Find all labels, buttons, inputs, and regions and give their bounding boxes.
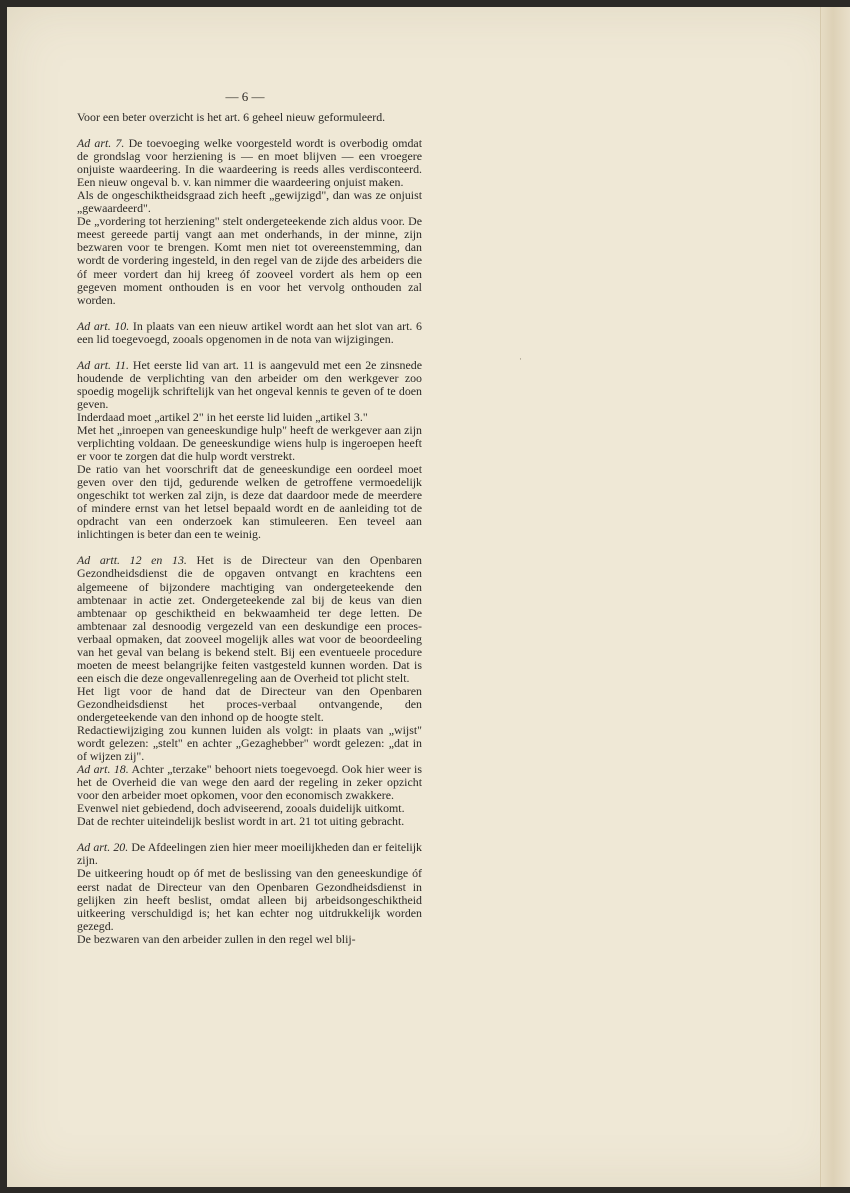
paragraph-text: De uitkeering houdt op óf met de beslissing van den geneeskundige óf eerst nadat de Directeur van den Openbaren Gezondheidsdienst in gelijken zin heeft beslist, omdat alleen bij arbeidsongeschiktheid uitkeering verschuldigd is; het kan echter nog uitdrukkelijk worden gezegd. (77, 866, 422, 933)
paragraph-text: Achter „terzake" behoort niets toegevoegd. Ook hier weer is het de Overheid die van wege den aard der regeling in zeker opzicht voor den arbeider moet opkomen, voor den economisch zwakkere. (77, 762, 422, 803)
paragraph-text: Dat de rechter uiteindelijk beslist wordt in art. 21 tot uiting gebracht. (77, 814, 405, 829)
paragraph-text: Inderdaad moet „artikel 2" in het eerste lid luiden „artikel 3." (77, 409, 368, 424)
paragraph (77, 815, 422, 828)
paragraph-text: Het eerste lid van art. 11 is aangevuld met een 2e zinsnede houdende de verplichting van den arbeider om den werkgever zoo spoedig mogelijk schriftelijk van het ongeval kennis te geven of te doen geven. (77, 357, 423, 411)
paragraph (77, 763, 422, 802)
paragraph-text: Het ligt voor de hand dat de Directeur van den Openbaren Gezondheidsdienst het proces-verbaal ontvangende, den ondergeteekende van den inhond op de hoogte stelt. (77, 683, 422, 724)
scan-left-edge (0, 0, 7, 1193)
paragraph-text: De toevoeging welke voorgesteld wordt is overbodig omdat de grondslag voor herziening is — en moet blijven — een vroegere onjuiste waardeering. In die waardeering is reeds alles verdisconteerd. Een nieuw ongeval b. v. kan nimmer die waardeering onjuist maken. (77, 136, 422, 190)
paragraph (77, 111, 422, 124)
article-reference: Ad artt. 12 en 13. (77, 553, 187, 568)
paragraph (77, 867, 422, 932)
paragraph (77, 424, 422, 463)
article-reference: Ad art. 10. (77, 318, 130, 333)
article-reference: Ad art. 18. (77, 762, 129, 777)
paragraph (77, 724, 422, 763)
paragraph-text: De Afdeelingen zien hier meer moeilijkheden dan er feitelijk zijn. (77, 840, 422, 868)
paragraph-text: In plaats van een nieuw artikel wordt aan het slot van art. 6 een lid toegevoegd, zooals opgenomen in de nota van wijzigingen. (77, 318, 422, 346)
paragraph (77, 189, 422, 215)
paragraph (77, 320, 422, 346)
paragraph (77, 933, 422, 946)
article-reference: Ad art. 11. (77, 357, 129, 372)
paragraph-text: De ratio van het voorschrift dat de geneeskundige een oordeel moet geven over den tijd, gedurende welken de getroffene vermoedelijk ongeschikt tot werken zal zijn, is deze dat daardoor mede de meerdere of mindere ernst van het letsel bepaald wordt en de aanleiding tot de opdracht van een onderzoek kan stimuleeren. Een teveel aan inlichtingen is beter dan een te weinig. (77, 462, 422, 542)
paragraph-text: Voor een beter overzicht is het art. 6 geheel nieuw geformuleerd. (77, 110, 386, 124)
scan-top-edge (0, 0, 850, 7)
paragraph-text: De „vordering tot herziening" stelt ondergeteekende zich aldus voor. De meest gereede partij vangt aan met onderhands, in der minne, zijn bezwaren voor te brengen. Komt men niet tot overeenstemming, dan wordt de vordering ingesteld, in den regel van de zijde des arbeiders die óf meer vordert dan hij kreeg óf zooveel vordert als hem op een gegeven moment onthouden is en voor het vervolg onthouden zal worden. (77, 214, 422, 307)
stray-ink-mark: · (519, 354, 522, 364)
paragraph (77, 841, 422, 867)
article-reference: Ad art. 7. (77, 136, 125, 151)
page-number: — 6 — (225, 89, 265, 104)
paragraph-text: Het is de Directeur van den Openbaren Gezondheidsdienst die de opgaven ontvangt en krachtens een algemeene of bijzondere machtiging van ondergeteekende den ambtenaar in actie zet. Ondergeteekende zal bij de keus van dien ambtenaar op geschiktheid en bekwaamheid ter dege letten. De ambtenaar zal desnoodig vergezeld van een deskundige een proces-verbaal opmaken, dat zooveel mogelijk alles wat voor de beoordeeling van het geval van belang is bekend stelt. Bij een eventueele procedure moeten de meest belangrijke feiten vastgesteld kunnen worden. Dat is een eisch die deze ongevallenregeling aan de Overheid tot plicht stelt. (77, 553, 422, 685)
article-reference: Ad art. 20. (77, 840, 129, 855)
paragraph (77, 215, 422, 306)
paragraph-text: Als de ongeschiktheidsgraad zich heeft „gewijzigd", dan was ze onjuist „gewaardeerd". (77, 188, 422, 216)
paragraph (77, 554, 422, 684)
scan-bottom-edge (0, 1187, 850, 1193)
paragraph (77, 463, 422, 541)
paragraph-text: Redactiewijziging zou kunnen luiden als volgt: in plaats van „wijst" wordt gelezen: „stelt" en achter „Gezaghebber" wordt gelezen: „dat in of wijzen zij". (77, 723, 422, 764)
page-binding-fold (820, 7, 850, 1187)
paragraph-text: Evenwel niet gebiedend, doch adviseerend, zooals duidelijk uitkomt. (77, 801, 405, 816)
paragraph-text: Met het „inroepen van geneeskundige hulp" heeft de werkgever aan zijn verplichting voldaan. De geneeskundige wiens hulp is ingeroepen heeft er voor te zorgen dat die hulp wordt verstrekt. (77, 422, 422, 464)
body-text (77, 111, 422, 946)
paragraph (77, 685, 422, 724)
paragraph (77, 137, 422, 189)
paragraph-text: De bezwaren van den arbeider zullen in den regel wel blij- (77, 931, 356, 946)
paragraph (77, 359, 422, 411)
